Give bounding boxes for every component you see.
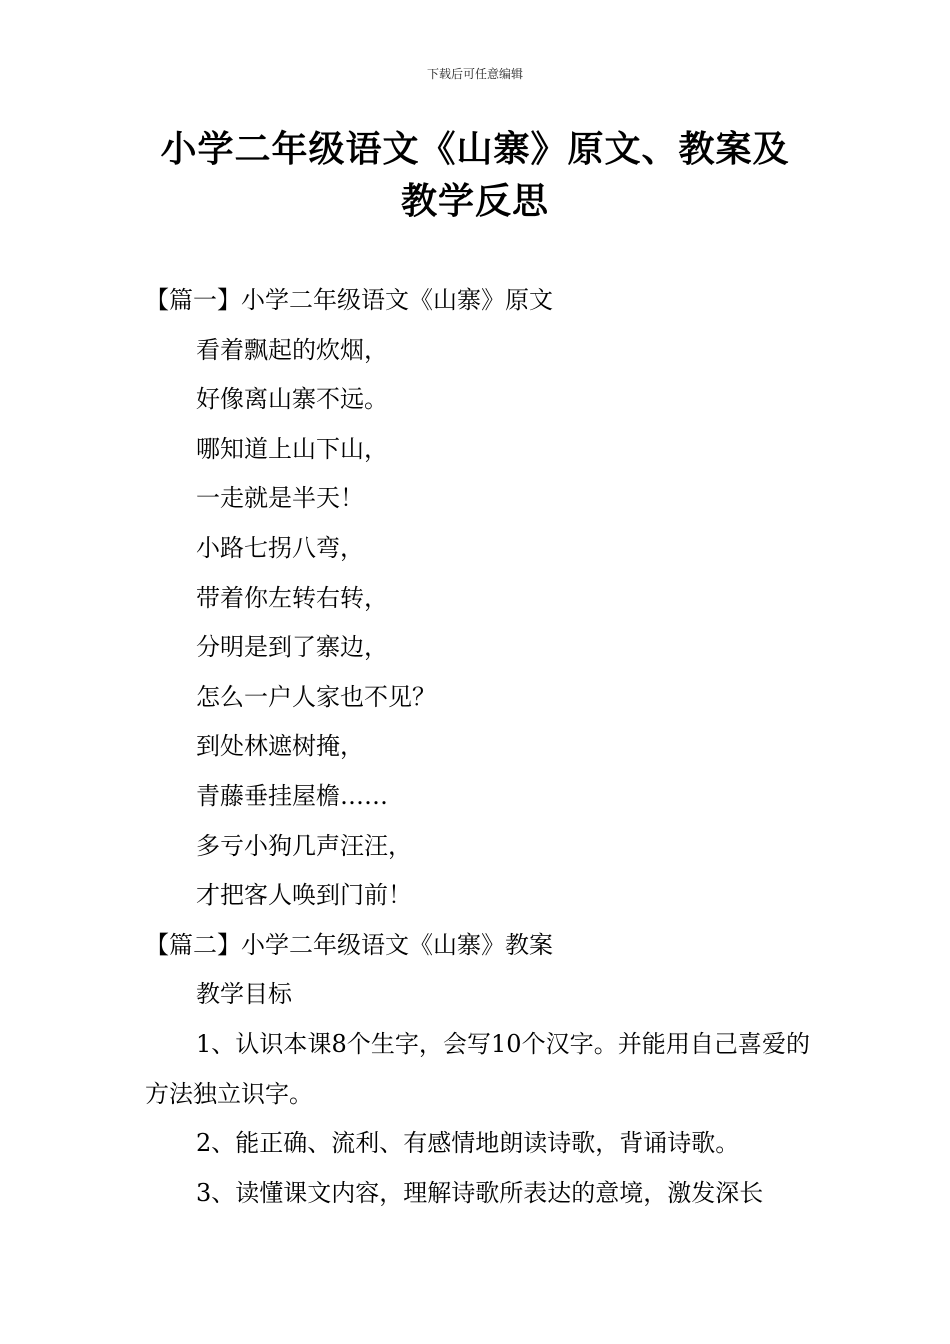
poem-line: 才把客人唤到门前！ <box>196 881 412 910</box>
subheading-teaching-goals: 教学目标 <box>196 980 292 1009</box>
goal-paragraph: 2、能正确、流利、有感情地朗读诗歌，背诵诗歌。 <box>196 1129 740 1158</box>
poem-line: 哪知道上山下山， <box>196 434 388 463</box>
poem-line: 分明是到了寨边， <box>196 633 388 662</box>
section-heading-1: 【篇一】小学二年级语文《山寨》原文 <box>145 286 553 314</box>
poem-line: 多亏小狗几声汪汪， <box>196 831 412 860</box>
document-body <box>145 276 810 1218</box>
poem-line: 怎么一户人家也不见？ <box>196 682 436 711</box>
document-title: 小学二年级语文《山寨》原文、教案及教学反思 <box>160 129 790 222</box>
goal-paragraph: 1、认识本课8个生字，会写10个汉字。并能用自己喜爱的方法独立识字。 <box>145 1029 810 1108</box>
poem-line: 好像离山寨不远。 <box>196 385 388 414</box>
poem-line: 一走就是半天！ <box>196 484 364 513</box>
goal-paragraph: 3、读懂课文内容，理解诗歌所表达的意境，激发深长 <box>196 1178 764 1207</box>
poem-line: 带着你左转右转， <box>196 583 388 612</box>
poem-line: 到处林遮树掩， <box>196 732 364 761</box>
poem-line: 看着飘起的炊烟， <box>196 335 388 364</box>
section-heading-2: 【篇二】小学二年级语文《山寨》教案 <box>145 930 553 959</box>
poem-line: 小路七拐八弯， <box>196 533 364 562</box>
poem-line: 青藤垂挂屋檐…… <box>196 781 388 810</box>
header-note: 下载后可任意编辑 <box>426 67 523 81</box>
